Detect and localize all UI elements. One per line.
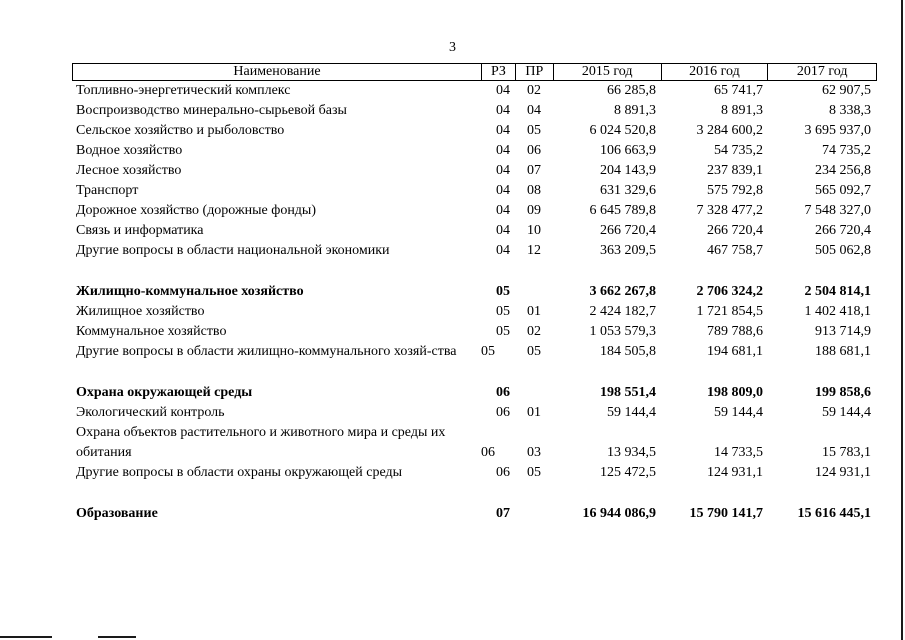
row-name: Водное хозяйство: [76, 143, 183, 158]
row-2016: 266 720,4: [707, 223, 763, 238]
table-row: [72, 101, 877, 121]
header-2015: 2015 год: [554, 64, 662, 80]
table-row: [72, 241, 877, 261]
row-2017: 266 720,4: [815, 223, 871, 238]
row-2016: 124 931,1: [707, 465, 763, 480]
row-2017: 3 695 937,0: [804, 123, 871, 138]
table-row: [72, 201, 877, 221]
row-rz: 04: [496, 243, 510, 258]
row-rz: 04: [496, 83, 510, 98]
table-row-section: [72, 282, 877, 302]
row-2017: 234 256,8: [815, 163, 871, 178]
row-pr: [516, 383, 554, 403]
header-rz: РЗ: [482, 64, 516, 80]
row-pr: 01: [527, 405, 541, 420]
row-2015: 266 720,4: [600, 223, 656, 238]
row-name: Воспроизводство минерально-сырьевой базы: [76, 103, 347, 118]
row-2016: 59 144,4: [714, 405, 763, 420]
table-row-section: [72, 383, 877, 403]
budget-table: [72, 63, 877, 524]
row-name: Коммунальное хозяйство: [76, 324, 227, 339]
row-pr: [516, 282, 554, 302]
row-2017: 199 858,6: [815, 385, 871, 400]
row-2016: 1 721 854,5: [696, 304, 763, 319]
row-rz: 04: [496, 163, 510, 178]
row-pr: 07: [527, 163, 541, 178]
row-name: Жилищно-коммунальное хозяйство: [76, 284, 304, 299]
row-2015: 363 209,5: [600, 243, 656, 258]
row-2017: 8 338,3: [829, 103, 871, 118]
row-2017: 124 931,1: [815, 465, 871, 480]
row-rz: 05: [496, 324, 510, 339]
row-name: Другие вопросы в области жилищно-коммунального хозяй-ства: [76, 344, 457, 359]
row-2015: 198 551,4: [600, 385, 656, 400]
row-rz: 04: [496, 203, 510, 218]
row-2016: 54 735,2: [714, 143, 763, 158]
row-2015: 6 024 520,8: [589, 123, 656, 138]
row-rz: 07: [496, 506, 510, 521]
row-2017: 188 681,1: [815, 344, 871, 359]
section-gap: [72, 362, 877, 383]
row-2016: 7 328 477,2: [696, 203, 763, 218]
row-rz: 04: [496, 123, 510, 138]
row-name: Лесное хозяйство: [76, 163, 182, 178]
row-rz: 04: [496, 103, 510, 118]
row-name: Сельское хозяйство и рыболовство: [76, 123, 285, 138]
row-2015: 66 285,8: [607, 83, 656, 98]
row-pr: 05: [527, 465, 541, 480]
row-2015: 8 891,3: [614, 103, 656, 118]
row-pr: 05: [527, 123, 541, 138]
table-row: [72, 302, 877, 322]
row-2015: 184 505,8: [600, 344, 656, 359]
row-2015: 125 472,5: [600, 465, 656, 480]
table-row: [72, 121, 877, 141]
row-pr: 12: [527, 243, 541, 258]
table-row: [72, 161, 877, 181]
row-2016: 789 788,6: [707, 324, 763, 339]
row-pr: 05: [527, 344, 541, 359]
row-2016: 65 741,7: [714, 83, 763, 98]
row-2015: 13 934,5: [607, 445, 656, 460]
row-2016: 2 706 324,2: [696, 284, 763, 299]
row-pr: 10: [527, 223, 541, 238]
scan-edge-line: [901, 0, 903, 640]
scan-mark: [98, 636, 136, 638]
row-rz: 05: [481, 344, 495, 359]
row-pr: 02: [527, 83, 541, 98]
row-2016: 194 681,1: [707, 344, 763, 359]
table-row-section: [72, 504, 877, 524]
header-name: Наименование: [73, 64, 482, 80]
row-2016: 15 790 141,7: [689, 506, 763, 521]
row-rz: 05: [496, 304, 510, 319]
page-number: 3: [449, 40, 456, 55]
section-gap: [72, 483, 877, 504]
row-pr: 01: [527, 304, 541, 319]
row-rz: 06: [496, 405, 510, 420]
row-rz: 06: [496, 385, 510, 400]
row-2015: 204 143,9: [600, 163, 656, 178]
row-2017: 913 714,9: [815, 324, 871, 339]
header-2016: 2016 год: [662, 64, 769, 80]
row-2015: 16 944 086,9: [582, 506, 656, 521]
row-pr: 03: [527, 445, 541, 460]
row-2017: 15 616 445,1: [797, 506, 871, 521]
row-2016: 467 758,7: [707, 243, 763, 258]
row-pr: [516, 504, 554, 524]
row-2016: 575 792,8: [707, 183, 763, 198]
row-rz: 04: [496, 223, 510, 238]
table-row: [72, 322, 877, 342]
table-row: [72, 181, 877, 201]
row-rz: 04: [496, 183, 510, 198]
row-2016: 8 891,3: [721, 103, 763, 118]
table-row: [72, 423, 877, 463]
row-2017: 74 735,2: [822, 143, 871, 158]
row-2015: 2 424 182,7: [589, 304, 656, 319]
row-pr: 04: [527, 103, 541, 118]
row-2017: 1 402 418,1: [804, 304, 871, 319]
table-row: [72, 342, 877, 362]
row-2017: 15 783,1: [822, 445, 871, 460]
row-name: Связь и информатика: [76, 223, 204, 238]
row-name: Жилищное хозяйство: [76, 304, 205, 319]
header-2017: 2017 год: [796, 64, 848, 79]
row-pr: 09: [527, 203, 541, 218]
row-name: Дорожное хозяйство (дорожные фонды): [76, 203, 317, 218]
row-rz: 04: [496, 143, 510, 158]
row-name: Топливно-энергетический комплекс: [76, 83, 291, 98]
row-2017: 505 062,8: [815, 243, 871, 258]
row-2017: 62 907,5: [822, 83, 871, 98]
table-row: [72, 81, 877, 101]
row-2016: 198 809,0: [707, 385, 763, 400]
table-row: [72, 221, 877, 241]
row-2016: 14 733,5: [714, 445, 763, 460]
row-2016: 3 284 600,2: [696, 123, 763, 138]
row-pr: 08: [527, 183, 541, 198]
section-gap: [72, 261, 877, 282]
row-2015: 59 144,4: [607, 405, 656, 420]
row-2015: 106 663,9: [600, 143, 656, 158]
row-2015: 6 645 789,8: [589, 203, 656, 218]
row-rz: 06: [496, 465, 510, 480]
row-name: Транспорт: [76, 183, 139, 198]
row-2015: 631 329,6: [600, 183, 656, 198]
row-name: Охрана объектов растительного и животного мира и среды их обитания: [76, 425, 446, 460]
table-row: [72, 463, 877, 483]
row-name: Другие вопросы в области национальной экономики: [76, 243, 390, 258]
table-row: [72, 141, 877, 161]
row-name: Охрана окружающей среды: [76, 385, 253, 400]
table-header: [72, 63, 877, 81]
scan-mark: [0, 636, 52, 638]
row-2017: 59 144,4: [822, 405, 871, 420]
row-2017: 2 504 814,1: [804, 284, 871, 299]
row-rz: 06: [481, 445, 495, 460]
row-rz: 05: [496, 284, 510, 299]
row-name: Экологический контроль: [76, 405, 225, 420]
row-pr: 06: [527, 143, 541, 158]
row-2016: 237 839,1: [707, 163, 763, 178]
row-pr: 02: [527, 324, 541, 339]
row-2017: 565 092,7: [815, 183, 871, 198]
row-2015: 1 053 579,3: [589, 324, 656, 339]
row-2017: 7 548 327,0: [804, 203, 871, 218]
header-pr: ПР: [516, 64, 554, 80]
table-row: [72, 403, 877, 423]
row-2015: 3 662 267,8: [589, 284, 656, 299]
row-name: Другие вопросы в области охраны окружающей среды: [76, 465, 402, 480]
row-name: Образование: [76, 506, 158, 521]
